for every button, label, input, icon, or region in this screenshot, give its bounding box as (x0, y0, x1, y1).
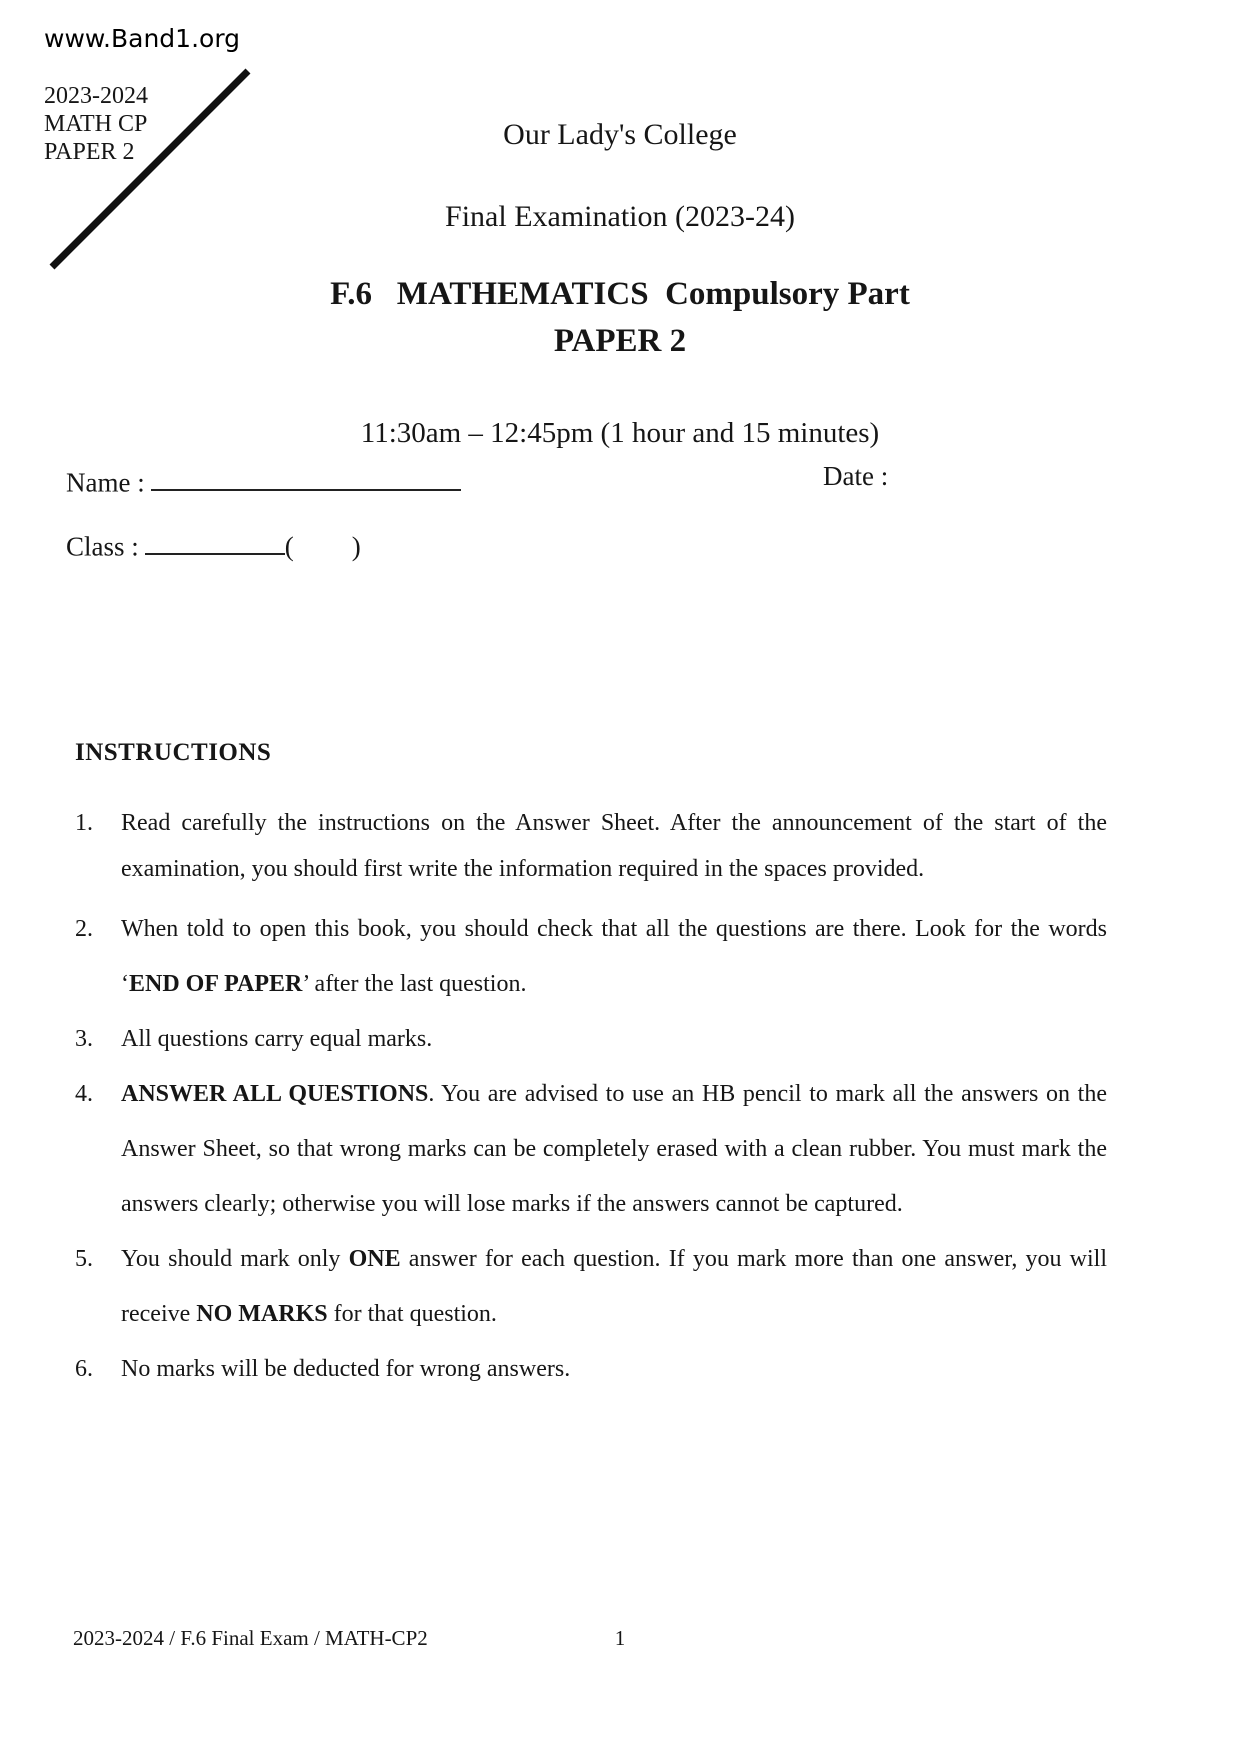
paper-title: F.6 MATHEMATICS Compulsory Part (330, 276, 910, 312)
instruction-item (75, 1232, 1107, 1342)
name-label: Name : (66, 467, 145, 498)
diagonal-slash-line (40, 60, 255, 275)
instruction-item-number: 5. (75, 1246, 93, 1272)
instruction-item-text: All questions carry equal marks. (121, 1026, 433, 1052)
exam-time: 11:30am – 12:45pm (1 hour and 15 minutes) (360, 417, 880, 449)
class-field-row (66, 525, 361, 562)
instruction-item-text: ANSWER ALL QUESTIONS. You are advised to use an HB pencil to mark all the answers on the Answer Sheet, so that wrong marks can be completely erased with a clean rubber. You must mark the answers clearly; otherwise you will lose marks if the answers cannot be captured. (121, 1081, 1107, 1217)
instruction-item (75, 902, 1107, 1012)
instruction-item (75, 1067, 1107, 1232)
paper-number: PAPER 2 (553, 323, 687, 359)
instruction-item-number: 3. (75, 1026, 93, 1052)
class-label: Class : (66, 531, 139, 562)
class-number-paren-open: ( (284, 531, 294, 562)
school-name: Our Lady's College (503, 118, 737, 151)
corner-paper: PAPER 2 (44, 139, 135, 165)
date-label: Date : (823, 461, 889, 491)
instruction-item-number: 6. (75, 1356, 93, 1382)
footer-exam-code: 2023-2024 / F.6 Final Exam / MATH-CP2 (73, 1626, 428, 1650)
instruction-item-number: 2. (75, 916, 93, 942)
instruction-item-number: 1. (75, 810, 93, 836)
instruction-item-text: You should mark only ONE answer for each question. If you mark more than one answer, you will receive NO MARKS for that question. (121, 1246, 1107, 1327)
instruction-item (75, 800, 1107, 892)
instruction-item (75, 1342, 1107, 1397)
class-number-paren-close: ) (351, 531, 361, 562)
instructions-heading: INSTRUCTIONS (75, 739, 272, 766)
watermark-url: www.Band1.org (44, 24, 241, 53)
instruction-item (75, 1012, 1107, 1067)
exam-name: Final Examination (2023-24) (445, 200, 795, 233)
name-field-row (66, 461, 461, 498)
footer-page-number: 1 (614, 1626, 626, 1650)
name-blank-line (151, 461, 461, 491)
instruction-item-text: No marks will be deducted for wrong answers. (121, 1356, 571, 1382)
instruction-item-text: When told to open this book, you should check that all the questions are there. Look for the words ‘END OF PAPER’ after the last question. (121, 916, 1107, 997)
instruction-item-number: 4. (75, 1081, 93, 1107)
corner-year: 2023-2024 (44, 83, 148, 109)
instructions-list (75, 800, 1107, 1397)
class-blank-line (145, 525, 285, 555)
instruction-item-text: Read carefully the instructions on the Answer Sheet. After the announcement of the start of the examination, you should first write the information required in the spaces provided. (121, 810, 1107, 882)
corner-subject: MATH CP (44, 111, 148, 137)
